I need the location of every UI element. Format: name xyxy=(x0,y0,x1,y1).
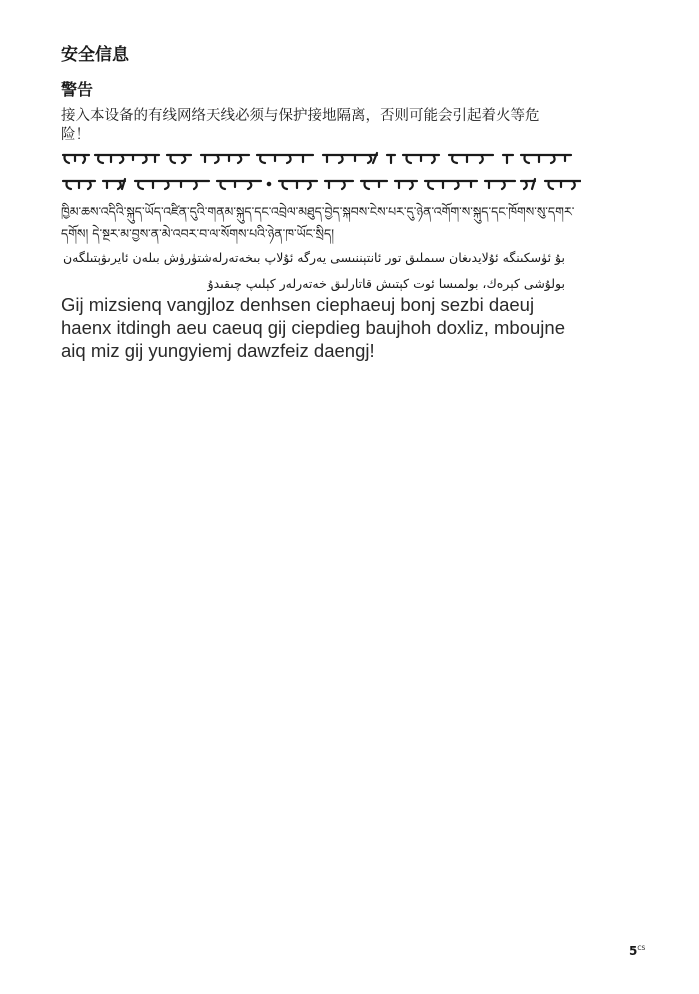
uyghur-warning-text: بۇ ئۈسكىنگە ئۇلايدىغان سىملىق تور ئانتېننىسى يەرگە ئۇلاپ بىخەتەرلەشتۈرۈش بىلەن ئايرىۋېتىلگەن بولۇشى كېرەك، بولمىسا ئوت كېتىش قاتارلىق خەتەرلەر كېلىپ چىقىدۇ xyxy=(62,250,565,291)
mongolian-warning-text xyxy=(61,149,581,197)
page-number xyxy=(629,942,645,958)
chinese-warning-text: 接入本设备的有线网络天线必须与保护接地隔离，否则可能会引起着火等危险！ xyxy=(61,108,540,143)
mongolian-script-image xyxy=(61,149,581,197)
tibetan-warning-text: ཁྱིམ་ཆས་འདིའི་སྐུད་ཡོད་འཛིན་དུའི་གནམ་སྐུད་དང་འབྲེལ་མཐུད་བྱེད་སྐབས་ངེས་པར་དུ་ཉེན་འགོག་ས་སྐུད་དང་ཁོགས་སུ་དགར་དགོས། དེ་སྔར་མ་བྱས་ན་མེ་འབར་བ་ལ་སོགས་པའི་ཉེན་ཁ་ཡོང་སྲིད། xyxy=(61,204,575,241)
page-number-value: 5 xyxy=(629,944,638,958)
zhuang-warning-text: Gij mizsienq vangjloz denhsen ciephaeuj bonj sezbi daeuj haenx itdingh aeu caeuq gij ciepdieg baujhoh doxliz, mboujne aiq miz gij yungyiemj dawzfeiz daengj! xyxy=(61,294,565,361)
warning-title: 警告 xyxy=(61,80,94,99)
page-number-suffix: CS xyxy=(637,945,646,952)
section-title: 安全信息 xyxy=(61,45,129,65)
